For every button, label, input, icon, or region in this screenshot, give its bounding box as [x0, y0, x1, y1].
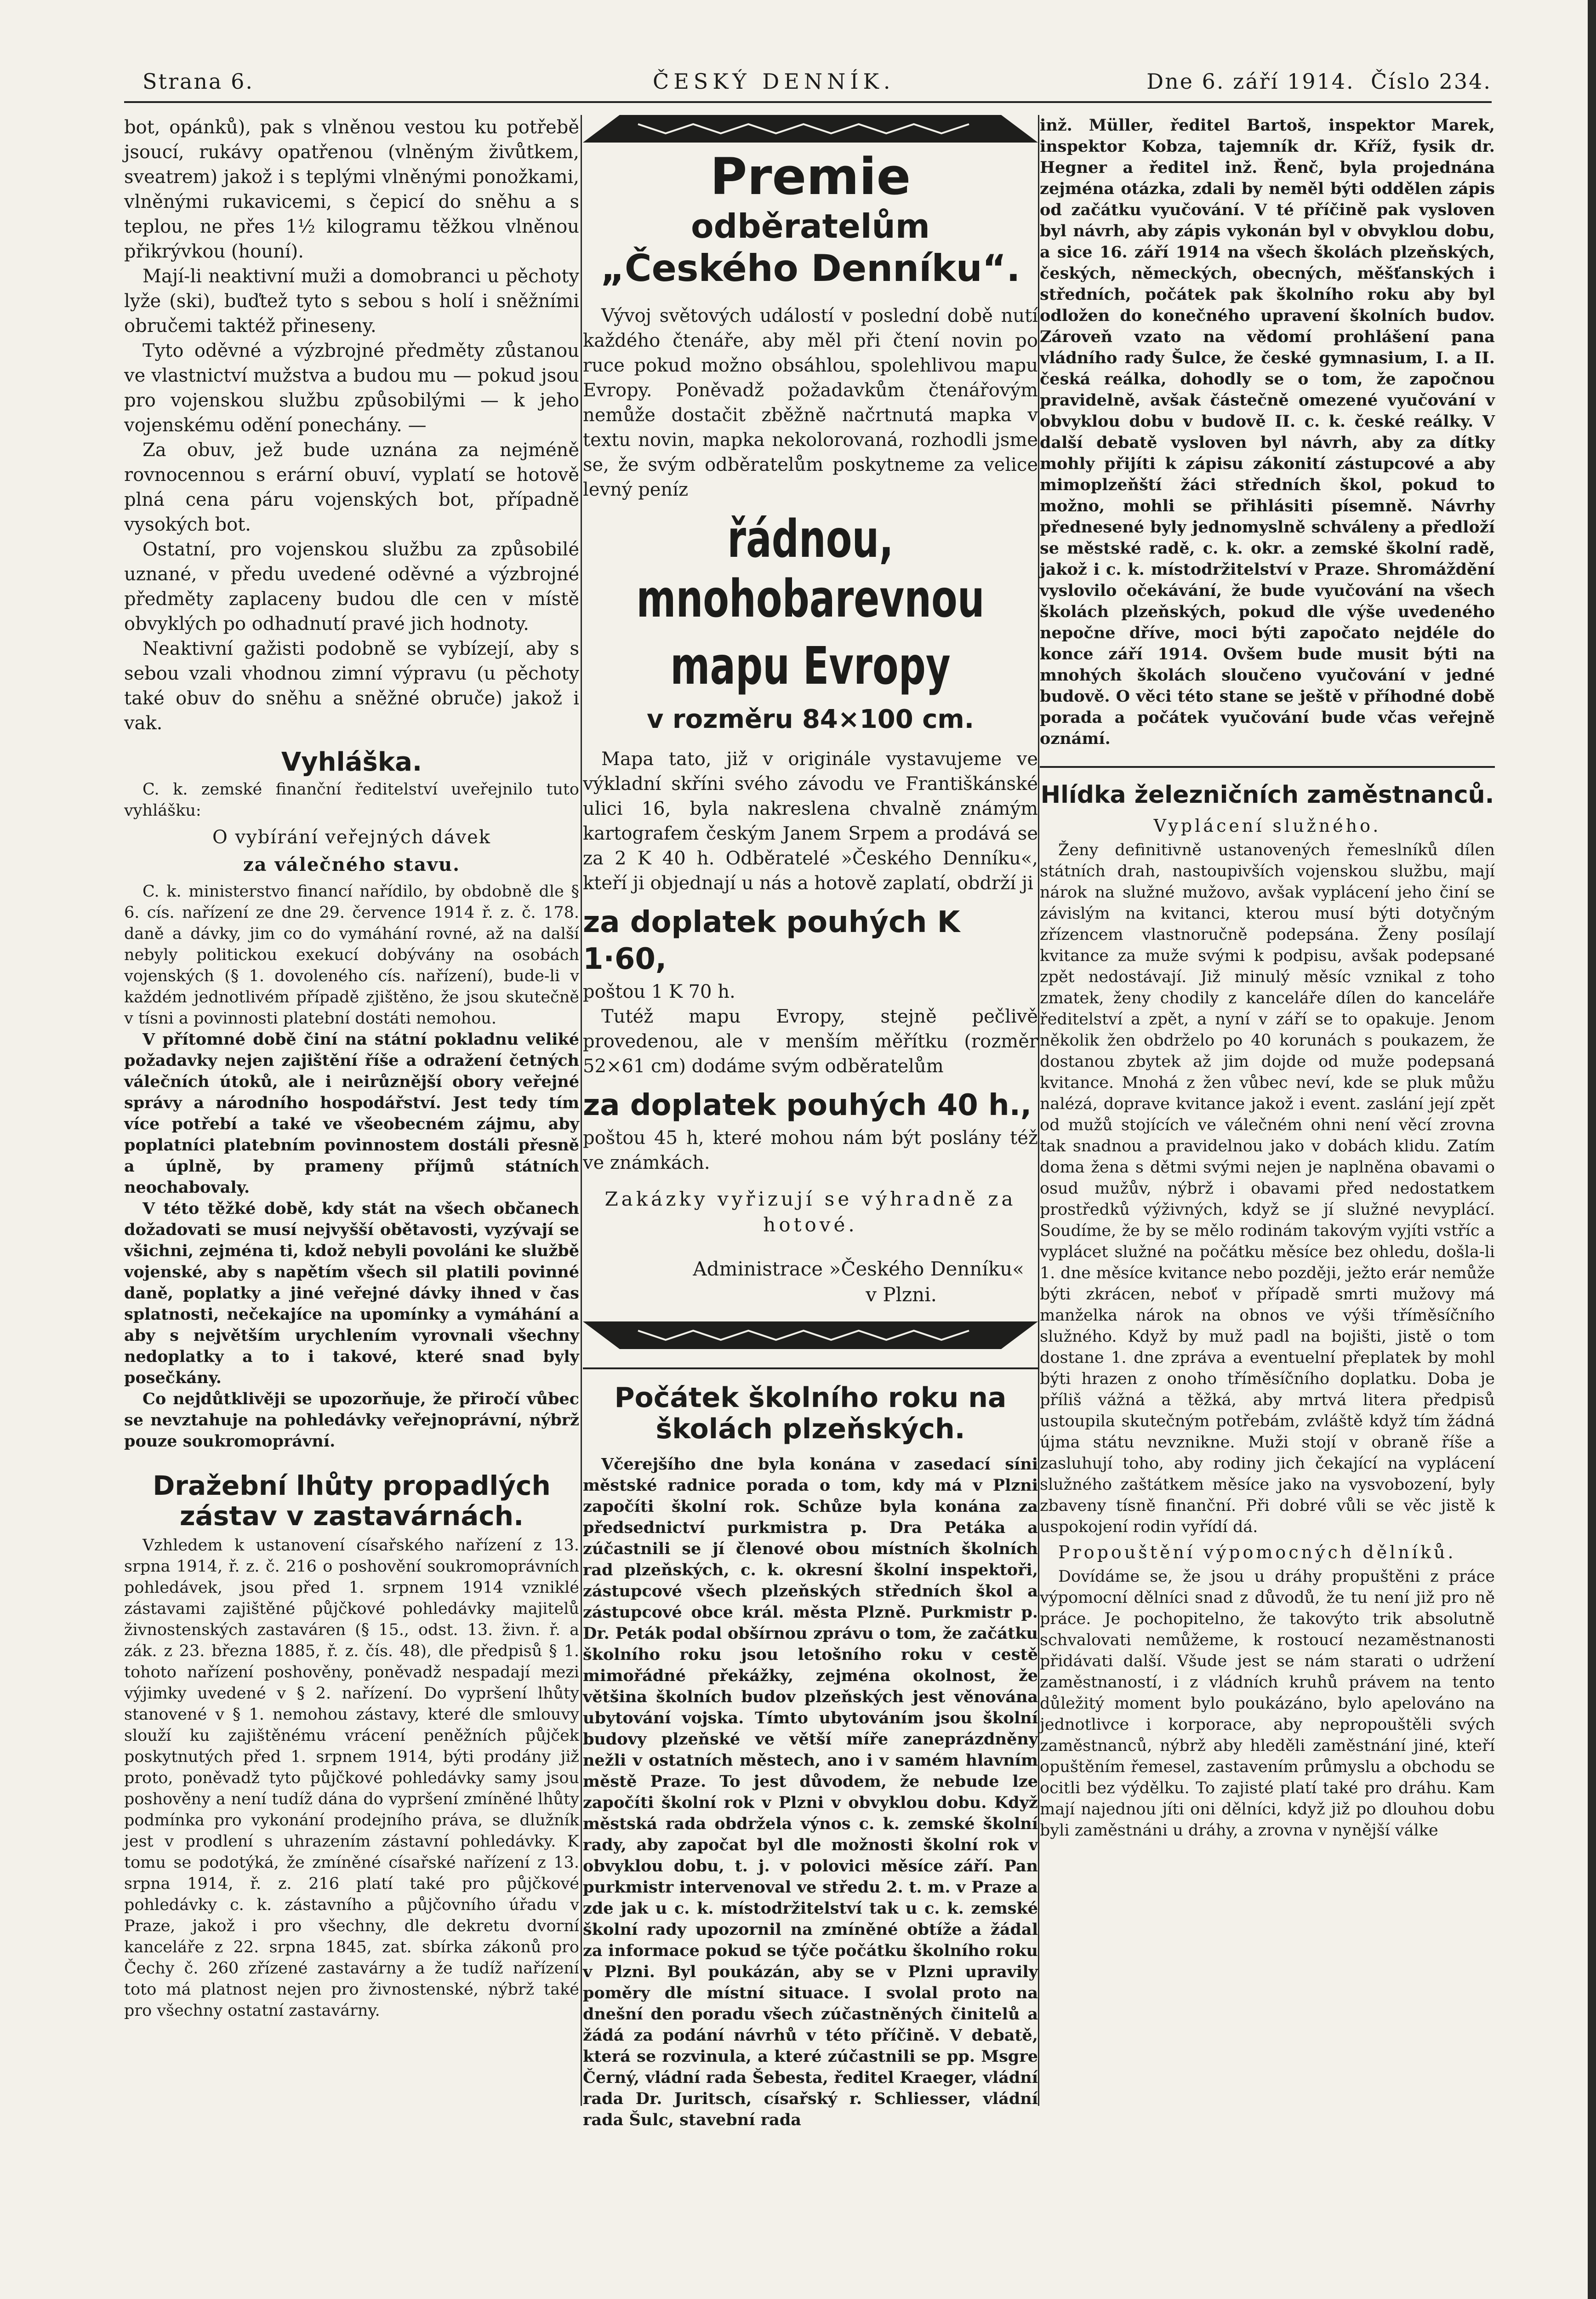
subheading: za válečného stavu. [243, 854, 461, 875]
article-paragraph: Vzhledem k ustanovení císařského nařízení z 13. srpna 1914, ř. z. č. 216 o poshovění soukromoprávních pohledávek, jsou před 1. srpnem 1914 vzniklé zástavami zajištěné půjčkové pohledávky majitelů živnostenských zastaváren (§ 15., odst. 13. živn. ř. a zák. z 23. března 1885, ř. z. čís. 48), dle předpisů § 1. tohoto nařízení poshověny, poněvadž nespadají mezi výjimky uvedené v § 2. nařízení. Do vypršení lhůty stanovené v § 1. nemohou zástavy, které dle smlouvy slouží ku zajištěnému vrácení peněžních půjček poskytnutých před 1. srpnem 1914, býti prodány již proto, poněvadž tyto půjčkové pohledávky samy jsou poshověny a není tudíž dána do vypršení zmíněné lhůty podmínka pro vykonání prodejního práva, se dlužník jest v prodlení s uhrazením zástavní pohledávky. K tomu se podotýká, že zmíněné císařské nařízení z 13. srpna 1914, ř. z. 216 platí také pro půjčkové pohledávky c. k. zástavního a půjčovního úřadu v Praze, jakož i pro všechny, dle dekretu dvorní kanceláře z 22. srpna 1845, zat. sbírka zákonů pro Čechy č. 260 zřízené zastavárny a že tudíž nařízení toto má platnost nejen pro živnostenské, nýbrž také pro všechny ostatní zastavárny. [124, 1536, 579, 2020]
article-paragraph: Mají-li neaktivní muži a domobranci u pěchoty lyže (ski), buďtež tyto s sebou s holí i sněžními obručemi taktéž přineseny. [124, 266, 579, 337]
headline-pocatek: Počátek školního roku na školách plzeňských. [614, 1382, 1007, 1445]
article-paragraph: V této těžké době, kdy stát na všech občanech dožadovati se musí nejvyšší obětavosti, vyzývají se všichni, zejména ti, kdož nebyli povoláni ke službě vojenské, aby s napětím všech sil platili povinné daně, poplatky a jiné veřejné dávky ihned v čas splatnosti, nečekajíce na upomínky a vymáhání a aby s největším urychlením vyrovnali všechny nedoplatky a to i takové, které snad byly posečkány. [124, 1199, 579, 1387]
column-right [1040, 115, 1495, 1841]
column-divider [1038, 115, 1039, 2106]
price-offer: za doplatek pouhých 40 h., [583, 1088, 1032, 1122]
article-paragraph: Za obuv, jež bude uznána za nejméně rovnocennou s erární obuví, vyplatí se hotově plná cena páru vojenských bot, případně vysokých bot. [124, 440, 579, 535]
article-paragraph: Co nejdůtklivěji se upozorňuje, že přiročí vůbec se nevztahuje na pohledávky veřejnoprávní, nýbrž pouze soukromoprávní. [124, 1390, 579, 1451]
issue-number: Číslo 234. [1371, 69, 1492, 94]
map-advertisement [583, 115, 1038, 1351]
premie-title: Premie [710, 147, 911, 206]
premie-subtitle: odběratelům [691, 207, 930, 246]
administration-place: v Plzni. [866, 1283, 937, 1306]
article-paragraph: Tyto oděvné a výzbrojné předměty zůstanou ve vlastnictví mužstva a budou mu — pokud jsou pro vojenskou službu způsobilými — k jeho vojenskému odění ponechány. — [124, 340, 579, 436]
article-paragraph: inž. Müller, ředitel Bartoš, inspektor Marek, inspektor Kobza, tajemník dr. Kříž, fysik dr. Hegner a ředitel inž. Řenč, byla projednána zejména otázka, zdali by neměl býti oddělen zápis od začátku vyučování. V té příčině pak vysloven byl návrh, aby zápis vykonán byl v obvyklou dobu, a sice 16. září 1914 na všech školách plzeňských, českých, německých, obecných, měšťanských i středních, počátek pak školního roku aby byl odložen do konečného upravení školních budov. Zároveň vzato na vědomí prohlášení pana vládního rady Šulce, že české gymnasium, I. a II. česká reálka, dohodly se o tom, že započnou pravidelně, avšak částečně omezené vyučování v obvyklou dobu v budově II. c. k. české reálky. V další debatě vysloven byl návrh, aby za dítky mohly přijíti k zápisu zákonití zástupcové a aby mimoplzeňští žáci středních škol, pokud to možno, mohli se přihlásiti písemně. Návrhy přednesené byly jednomyslně schváleny a předloží se městské radě, c. k. okr. a zemské školní radě, jakož i c. k. místodržitelství v Praze. Shromáždění vyslovilo očekávání, že bude vyučování na všech školách plzeňských, pokud dle výše uvedeného nepočne dříve, moci býti započato nejdéle do konce září 1914. Ovšem bude musit býti na mnohých školách sloučeno vyučování v jedné budově. O věci této stane se ještě v příhodné době porada a počátek vyučování bude včas veřejně oznámí. [1040, 116, 1495, 748]
administration-signature: Administrace »Českého Denníku« [693, 1258, 1024, 1280]
section-rule [583, 1367, 1038, 1369]
subheading: Vyplácení služného. [1153, 816, 1381, 836]
article-paragraph: bot, opánků), pak s vlněnou vestou ku potřebě jsoucí, rukávy opatřenou (vlněným živůtkem, sveatrem) jakož i s teplými vlněnými ponožkami, vlněnými rukavicemi, s čepicí do sněhu a s teplou, ne přes 1½ kilogramu těžkou vlněnou přikrývkou (houní). [124, 117, 579, 262]
ad-paragraph: poštou 45 h, které mohou nám být poslány též ve známkách. [583, 1127, 1038, 1173]
headline-vyhlaska: Vyhláška. [281, 747, 422, 777]
ad-paragraph: poštou 1 K 70 h. [583, 981, 735, 1002]
page-number: Strana 6. [142, 69, 254, 94]
article-paragraph: Neaktivní gažisti podobně se vybízejí, aby s sebou vzali vhodnou zimní výpravu (u pěchoty také obuv do sněhu a sněžné obruče) jakož i vak. [124, 638, 579, 734]
issue-date: Dne 6. září 1914. [1146, 69, 1355, 94]
column-left [124, 115, 579, 2021]
map-headline: mapu Evropy [670, 636, 951, 696]
subheading: Propouštění výpomocných dělníků. [1058, 1542, 1456, 1562]
ornament-bottom [583, 1321, 1038, 1349]
map-dimensions: v rozměru 84×100 cm. [646, 704, 975, 734]
ad-paragraph: Tutéž mapu Evropy, stejně pečlivě provedenou, ale v menším měřítku (rozměr 52×61 cm) dodáme svým odběratelům [583, 1006, 1038, 1077]
article-paragraph: Včerejšího dne byla konána v zasedací síni městské radnice porada o tom, kdy má v Plzni započíti školní rok. Schůze byla konána za předsednictví purkmistra p. Dra Petáka a zúčastnili se jí členové obou místních školních rad plzeňských, c. k. okresní školní inspektoři, zástupcové všech plzeňských středních škol a zástupcové obce král. města Plzně. Purkmistr p. Dr. Peták podal obšírnou zprávu o tom, že začátku školního roku jsou letošního roku v cestě mimořádné překážky, zejména okolnost, že většina školních budov plzeňských jest věnována ubytování vojska. Tímto ubytováním jsou školní budovy plzeňské ve větší míře zaneprázdněny nežli v ostatních městech, ano i v samém hlavním městě Praze. To jest důvodem, že nebude lze započíti školní rok v Plzni v obvyklou dobu. Když městská rada obdržela výnos c. k. zemské školní rady, aby započat byl dle možnosti školní rok v obvyklou dobu, t. j. v polovici měsíce září. Pan purkmistr intervenoval ve středu 2. t. m. v Praze a zde jak u c. k. místodržitelství tak u c. k. zemské školní rady upozornil na zmíněné obtíže a žádal za informace pokud se týče počátku školního roku v Plzni. Byl poukázán, aby se v Plzni upravily poměry dle místní situace. I svolal proto na dnešní den poradu všech zúčastněných činitelů a žádá za podání návrhů v této příčině. V debatě, která se rozvinula, a které zúčastnili se pp. Msgre Černý, vládní rada Šebesta, ředitel Kraeger, vládní rada Dr. Juritsch, císařský r. Schliesser, vládní rada Šulc, stavební rada [583, 1455, 1038, 2129]
ornament-top [583, 115, 1038, 143]
column-middle [583, 115, 1038, 2131]
header-rule [124, 101, 1492, 103]
subheading: O vybírání veřejných dávek [212, 827, 491, 848]
section-rule [1040, 766, 1495, 768]
orders-note: Zakázky vyřizují se výhradně za hotové. [604, 1188, 1016, 1236]
article-paragraph: Dovídáme se, že jsou u dráhy propuštěni z práce výpomocní dělníci snad z důvodů, že tu není již pro ně práce. Je pochopitelno, že takovýto trik absolutně schvalovati nemůžeme, k rostoucí nezaměstnanosti přidávati další. Všude jest se nám starati o udržení zaměstnaností, i z vládních kruhů právem na tento důležitý moment bylo poukázáno, bylo apelováno na jednotlivce i korporace, aby nepropouštěli svých zaměstnanců, nýbrž aby hleděli zaměstnání jiné, kteří opuštěním řemesel, zastavením průmyslu a obchodu se ocitli bez výdělku. To zajisté platí také pro dráhu. Kam mají najednou jíti oni dělníci, když již po dlouhou dobu byli zaměstnáni u dráhy, a zrovna v nynější válke [1040, 1567, 1495, 1840]
column-divider [581, 115, 582, 2106]
headline-drazebni: Dražební lhůty propadlých zástav v zastavárnách. [153, 1470, 551, 1532]
masthead [142, 69, 1492, 106]
article-paragraph: Ženy definitivně ustanovených řemeslníků dílen státních drah, nastoupivších vojenskou službu, mají nárok na služné mužovo, avšak vyplácení jeho činí se závislým na kvitanci, kterou musí býti dotyčným zřízencem vlastnoručně podepsána. Ženy posílají kvitance za muže svými k podpisu, avšak podepsané zpět nedostávají. Již minulý měsíc vznikal z toho zmatek, ženy chodily z kanceláře dílen do kanceláře ředitelství a zpět, a nyní v září se to opakuje. Jenom několik žen obdrželo po 40 korunách s poukazem, že dostanou zbytek až jim dojde od muže podepsaná kvitance. Mnohá z žen vůbec neví, kde se pluk můžu nalézá, doprave kvitance jakož i event. zaslání její zpět od mužů stojících ve válečném ohni není věcí zrovna tak snadnou a pravidelnou jako v dobách klidu. Zatím doma žena s dětmi svými nejen je naplněna obavami o osud mužův, nýbrž i obavami před nedostatkem prostředků výživných, když se jí služné nevyplácí. Soudíme, že by se mělo rodinám takovým vyjíti vstříc a vyplácet služné na počátku měsíce bez ohledu, došla-li 1. dne měsíce kvitance nebo později, ježto erár nemůže býti zkrácen, neboť v případě smrti mužovy má manželka nárok na obnos ve výši tříměsíčního služného. Když by muž padl na bojišti, jistě o tom dostane 1. dne zpráva a eventuelní přeplatek by mohl býti hrazen z onoho tříměsíčního doplatku. Doba je příliš vážná a těžká, aby mrtvá litera předpisů ustoupila skutečným potřebám, zvláště když tím žádná újma státu nevznikne. Muži stojí v obraně říše a zasluhují toho, aby rodiny jich čekající na vyplácení služného zaštátkem měsíce jako na vysvobození, byly zbaveny tísně finanční. Při dobré vůli se věc jistě k uspokojení rodin vyřídí dá. [1040, 841, 1495, 1536]
map-headline: řádnou, mnohobarevnou [636, 509, 985, 629]
date-issue [1146, 69, 1492, 94]
price-offer: za doplatek pouhých K 1·60, [583, 905, 960, 976]
newspaper-title: ČESKÝ DENNÍK. [653, 69, 895, 94]
intro-line: C. k. zemské finanční ředitelství uveřejnilo tuto vyhlášku: [124, 780, 579, 820]
article-paragraph: V přítomné době činí na státní pokladnu veliké požadavky nejen zajištění říše a odražení četných válečních útoků, ale i neirůznější obory veřejné správy a národního hospodářství. Jest tedy tím více potřebí a také ve všeobecném zájmu, aby poplatníci platebním povinnostem dostáli přesně a úplně, by prameny příjmů státních neochabovaly. [124, 1030, 579, 1197]
article-paragraph: Ostatní, pro vojenskou službu za způsobilé uznané, v předu uvedené oděvné a výzbrojné předměty zaplaceny budou dle cen v místě obvyklých po odhadnutí pravé jich hodnoty. [124, 539, 579, 635]
ad-paragraph: Vývoj světových událostí v poslední době nutí každého čtenáře, aby měl při čtení novin po ruce pokud možno obsáhlou, spolehlivou mapu Evropy. Poněvadž požadavkům čtenářovým nemůže dostačit zběžně načrtnutá mapka v textu novin, mapka nekolorovaná, rozhodli jsme se, že svým odběratelům poskytneme za velice levný peníz [583, 305, 1038, 500]
headline-hlidka: Hlídka železničních zaměstnanců. [1040, 781, 1494, 809]
article-paragraph: C. k. ministerstvo financí nařídilo, by obdobně dle § 6. cís. nařízení ze dne 29. července 1914 ř. z. č. 178. daně a dávky, jim co do vymáhání rovné, až na další nebyly politickou exekucí dobývány na osobách vojenských (§ 1. dovoleného cís. nařízení), bude-li v každém jednotlivém případě zjištěno, že jsou skutečně v tísni a povinnosti platební dostáti nemohou. [124, 882, 579, 1028]
premie-subtitle: „Českého Denníku“. [600, 247, 1020, 290]
ad-paragraph: Mapa tato, již v originále vystavujeme ve výkladní skříni svého závodu ve Františkánské ulici 16, byla nakreslena chvalně známým kartografem českým Janem Srpem a prodává se za 2 K 40 h. Odběratelé »Českého Denníku«, kteří ji objednají u nás a hotově zaplatí, obdrží ji [583, 749, 1038, 894]
